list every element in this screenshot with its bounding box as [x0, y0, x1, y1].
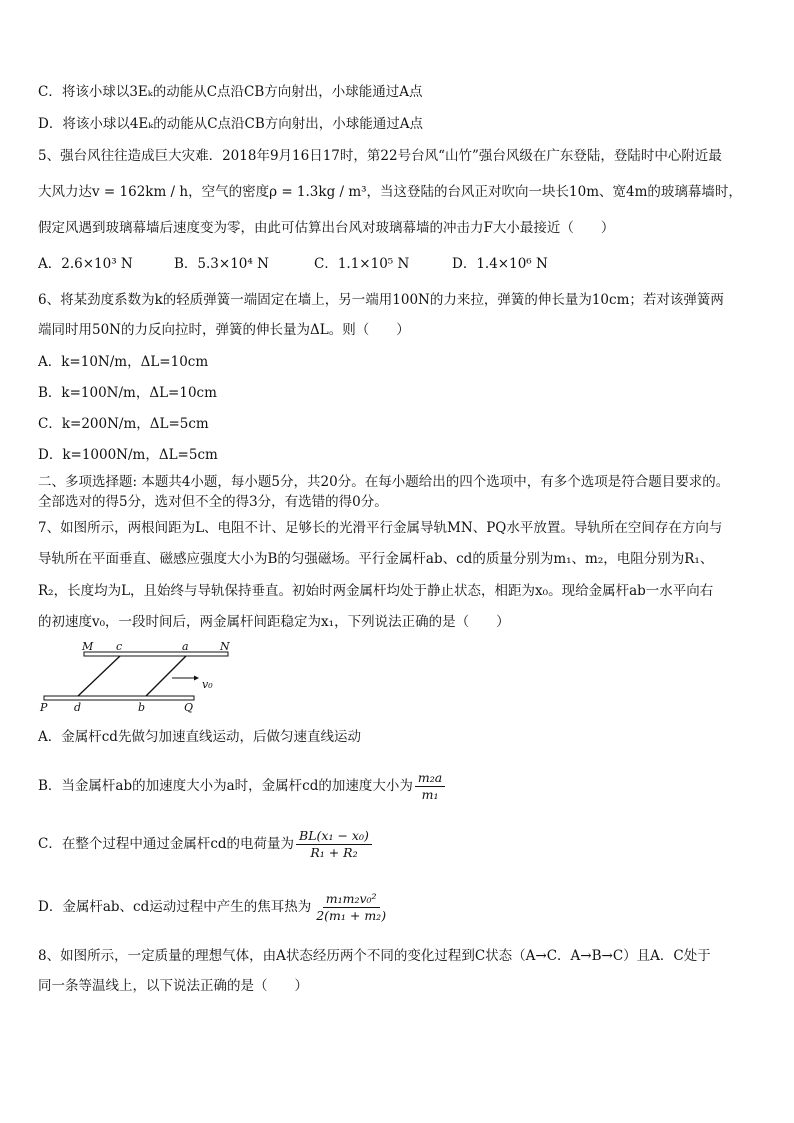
fraction-numerator: m₂a [415, 770, 445, 787]
q7-option-b [38, 768, 764, 804]
q6-option-b: B．k=100N/m，ΔL=10cm [38, 385, 217, 401]
fraction-denominator: m₁ [421, 786, 439, 802]
rail-mn [84, 652, 228, 656]
q5-options [38, 254, 764, 274]
label-d: d [74, 701, 82, 714]
section2-heading-2: 全部选对的得5分，选对但不全的得3分，有选错的得0分。 [38, 494, 388, 510]
velocity-arrow-head [194, 676, 199, 681]
q7-option-b-text: B．当金属杆ab的加速度大小为a时，金属杆cd的加速度大小为 [38, 778, 413, 794]
q4-option-c: C．将该小球以3Eₖ的动能从C点沿CB方向射出，小球能通过A点 [38, 84, 423, 100]
q7-option-c [38, 826, 764, 862]
q5-option-a: A．2.6×10³ N [38, 256, 133, 272]
rail-diagram [38, 640, 238, 715]
q7-text-4: 的初速度v₀，一段时间后，两金属杆间距稳定为x₁，下列说法正确的是（ ） [38, 614, 510, 630]
q7-text-3: R₂，长度均为L，且始终与导轨保持垂直。初始时两金属杆均处于静止状态，相距为x₀。现给金属杆ab一水平向右 [38, 583, 714, 599]
q7-option-c-fraction [296, 828, 372, 861]
q5-text-1: 5、强台风往往造成巨大灾难．2018年9月16日17时，第22号台风“山竹”强台风级在广东登陆，登陆时中心附近最 [38, 148, 722, 164]
rod-cd [78, 656, 120, 696]
q6-option-a: A．k=10N/m，ΔL=10cm [38, 354, 209, 370]
q7-option-c-text: C．在整个过程中通过金属杆cd的电荷量为 [38, 836, 295, 852]
q7-option-d-text: D．金属杆ab、cd运动过程中产生的焦耳热为 [38, 899, 312, 915]
label-b: b [138, 701, 146, 714]
label-c: c [116, 640, 123, 653]
fraction-numerator: m₁m₂v₀² [323, 891, 380, 908]
label-p: P [40, 701, 48, 714]
q4-option-d: D．将该小球以4Eₖ的动能从C点沿CB方向射出，小球能通过A点 [38, 116, 424, 132]
q5-option-b: B．5.3×10⁴ N [174, 256, 269, 272]
q7-text-1: 7、如图所示，两根间距为L、电阻不计、足够长的光滑平行金属导轨MN、PQ水平放置。导轨所在空间存在方向与 [38, 520, 723, 536]
label-q: Q [184, 701, 194, 714]
rail-pq [44, 696, 194, 700]
q7-option-b-fraction [415, 770, 445, 803]
q6-text-2: 端同时用50N的力反向拉时，弹簧的伸长量为ΔL。则（ ） [38, 322, 410, 338]
section2-heading-1: 二、多项选择题: 本题共4小题，每小题5分，共20分。在每小题给出的四个选项中，有多个选项是符合题目要求的。 [38, 474, 730, 490]
q7-text-2: 导轨所在平面垂直、磁感应强度大小为B的匀强磁场。平行金属杆ab、cd的质量分别为m₁、m₂，电阻分别为R₁、 [38, 551, 714, 567]
label-a: a [182, 640, 189, 653]
fraction-denominator: R₁ + R₂ [310, 844, 358, 860]
label-n: N [220, 640, 230, 653]
q8-text-2: 同一条等温线上，以下说法正确的是（ ） [38, 978, 308, 994]
rod-ab [146, 656, 186, 696]
q5-text-2: 大风力达v = 162km / h，空气的密度ρ = 1.3kg / m³，当这登陆的台风正对吹向一块长10m、宽4m的玻璃幕墙时， [38, 184, 742, 200]
q7-option-a: A．金属杆cd先做匀加速直线运动，后做匀速直线运动 [38, 729, 361, 745]
fraction-numerator: BL(x₁ − x₀) [296, 828, 372, 845]
q8-text-1: 8、如图所示，一定质量的理想气体，由A状态经历两个不同的变化过程到C状态（A→C．A→B→C）且A．C处于 [38, 948, 711, 964]
label-v0: v₀ [202, 678, 213, 691]
q5-option-d: D．1.4×10⁶ N [452, 256, 548, 272]
label-m: M [82, 640, 94, 653]
fraction-denominator: 2(m₁ + m₂) [316, 907, 387, 923]
q6-option-c: C．k=200N/m，ΔL=5cm [38, 416, 209, 432]
q5-option-c: C．1.1×10⁵ N [314, 256, 410, 272]
q6-option-d: D．k=1000N/m，ΔL=5cm [38, 447, 218, 463]
q7-option-d-fraction [313, 891, 389, 924]
q7-option-d [38, 888, 764, 926]
q6-text-1: 6、将某劲度系数为k的轻质弹簧一端固定在墙上，另一端用100N的力来拉，弹簧的伸长量为10cm；若对该弹簧两 [38, 292, 724, 308]
q5-text-3: 假定风遇到玻璃幕墙后速度变为零，由此可估算出台风对玻璃幕墙的冲击力F大小最接近（ ） [38, 220, 615, 236]
